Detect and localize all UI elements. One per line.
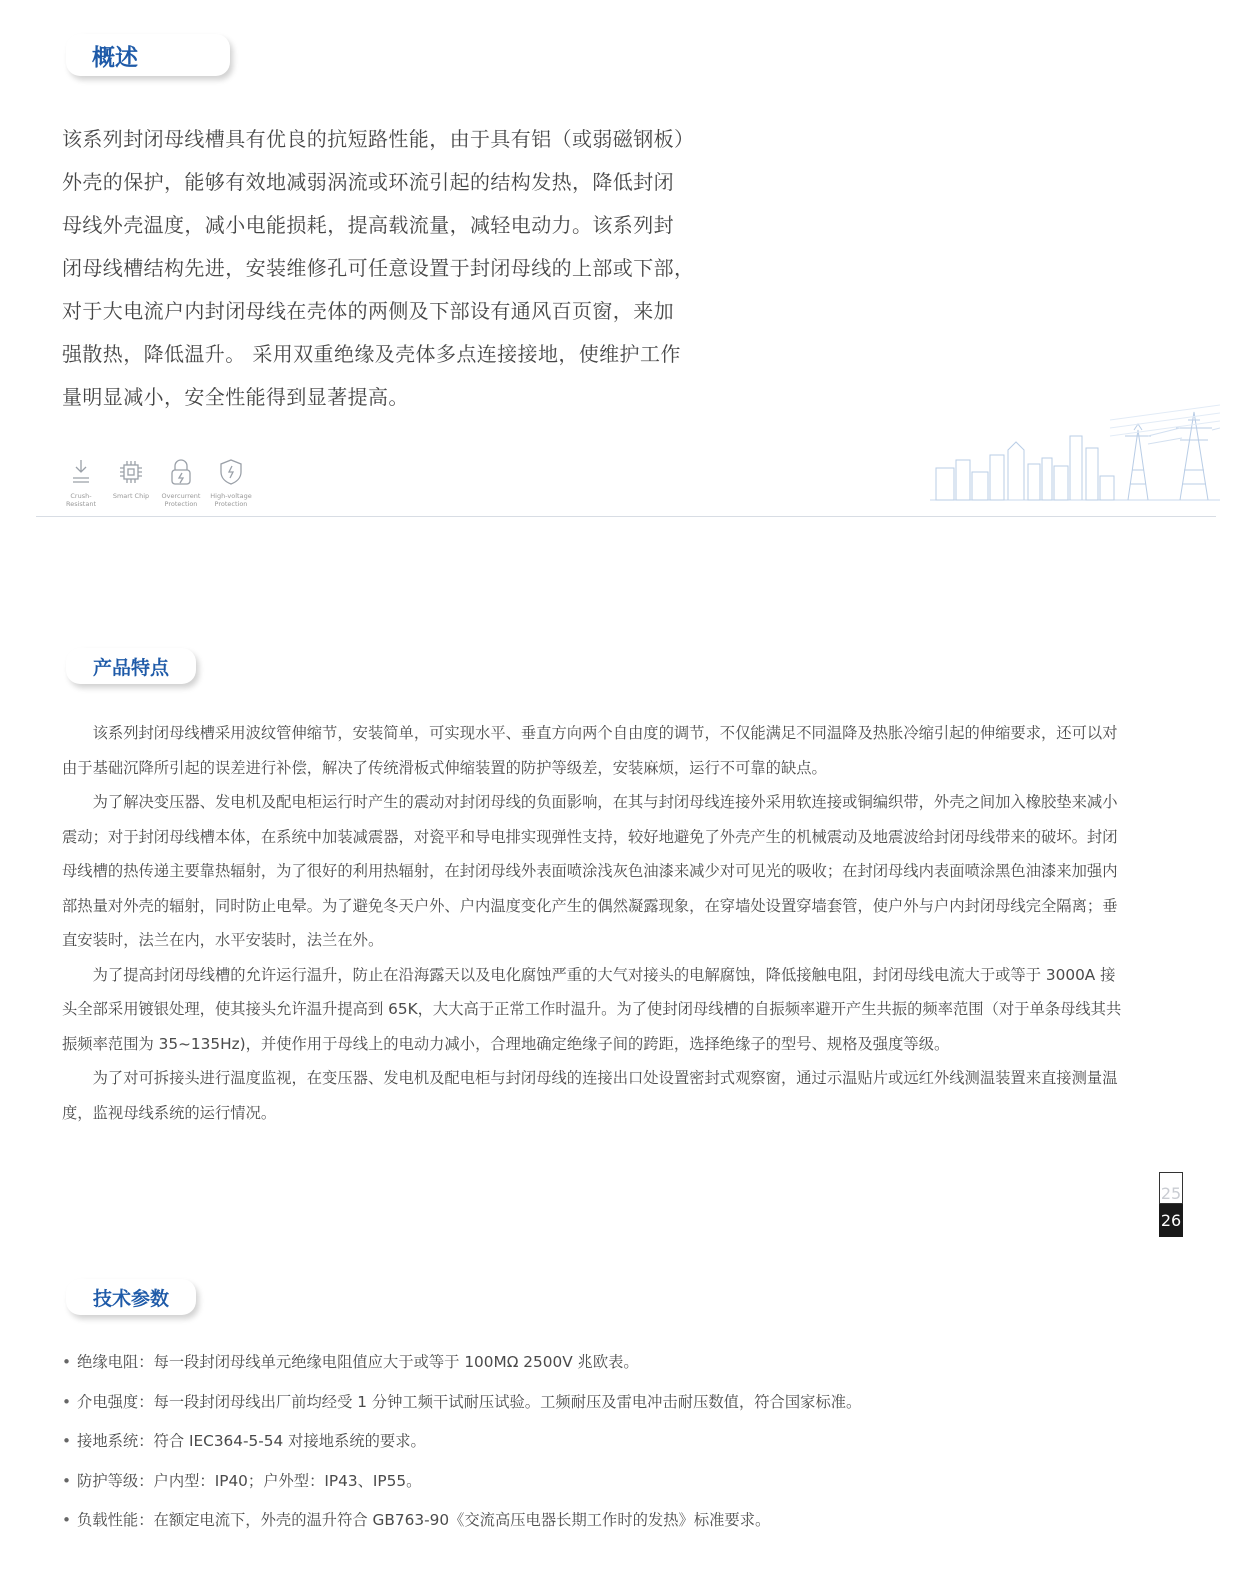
section-divider: [36, 516, 1216, 517]
high-voltage-protection-icon: [215, 456, 247, 488]
icon-label: High-voltage Protection: [210, 492, 252, 508]
feature-icons: [60, 456, 252, 508]
overview-line: 对于大电流户内封闭母线在壳体的两侧及下部设有通风百页窗，来加: [62, 299, 674, 323]
smart-chip-icon: [115, 456, 147, 488]
overview-line: 外壳的保护，能够有效地减弱涡流或环流引起的结构发热，降低封闭: [62, 170, 674, 194]
overview-text: [62, 118, 712, 419]
icon-label: Crush- Resistant: [65, 492, 96, 508]
crush-resistant-icon: [65, 456, 97, 488]
page-number: [1159, 1172, 1183, 1237]
crush-resistant-item: [60, 456, 102, 508]
overview-line: 闭母线槽结构先进，安装维修孔可任意设置于封闭母线的上部或下部，: [62, 256, 695, 280]
icon-label: Overcurrent Protection: [161, 492, 201, 508]
overview-line: 该系列封闭母线槽具有优良的抗短路性能，由于具有铝（或弱磁钢板）: [62, 127, 695, 151]
city-skyline-illustration: [930, 400, 1220, 512]
list-item: • 接地系统：符合 IEC364-5-54 对接地系统的要求。: [62, 1424, 1162, 1464]
page-number-prev: 25: [1159, 1172, 1183, 1204]
overview-line: 量明显减小，安全性能得到显著提高。: [62, 385, 409, 409]
overview-heading: 概述: [66, 34, 230, 76]
tech-heading: 技术参数: [66, 1279, 196, 1315]
overcurrent-protection-item: [160, 456, 202, 508]
icon-label: Smart Chip: [112, 492, 150, 500]
list-item: • 介电强度：每一段封闭母线出厂前均经受 1 分钟工频干试耐压试验。工频耐压及雷电冲击耐压数值，符合国家标准。: [62, 1385, 1162, 1425]
list-item: • 防护等级：户内型：IP40；户外型：IP43、IP55。: [62, 1464, 1162, 1504]
page-number-current: 26: [1159, 1204, 1183, 1237]
overcurrent-protection-icon: [165, 456, 197, 488]
features-paragraph: 为了解决变压器、发电机及配电柜运行时产生的震动对封闭母线的负面影响，在其与封闭母线连接外采用软连接或铜编织带，外壳之间加入橡胶垫来减小震动；对于封闭母线槽本体，在系统中加装减震器，对瓷平和导电排实现弹性支持，较好地避免了外壳产生的机械震动及地震波给封闭母线带来的破坏。封闭母线槽的热传递主要靠热辐射，为了很好的利用热辐射，在封闭母线外表面喷涂浅灰色油漆来减少对可见光的吸收；在封闭母线内表面喷涂黑色油漆来加强内部热量对外壳的辐射，同时防止电晕。为了避免冬天户外、户内温度变化产生的偶然凝露现象，在穿墙处设置穿墙套管，使户外与户内封闭母线完全隔离；垂直安装时，法兰在内，水平安装时，法兰在外。: [62, 793, 1118, 949]
overview-line: 强散热，降低温升。 采用双重绝缘及壳体多点连接接地，使维护工作: [62, 342, 681, 366]
overview-line: 母线外壳温度，减小电能损耗，提高载流量，减轻电动力。该系列封: [62, 213, 674, 237]
features-text: [62, 716, 1130, 1130]
tech-list: [62, 1345, 1162, 1543]
features-paragraph: 该系列封闭母线槽采用波纹管伸缩节，安装简单，可实现水平、垂直方向两个自由度的调节，不仅能满足不同温降及热胀冷缩引起的伸缩要求，还可以对由于基础沉降所引起的误差进行补偿，解决了传统滑板式伸缩装置的防护等级差，安装麻烦，运行不可靠的缺点。: [62, 724, 1118, 777]
smart-chip-item: [110, 456, 152, 508]
list-item: • 绝缘电阻：每一段封闭母线单元绝缘电阻值应大于或等于 100MΩ 2500V 兆欧表。: [62, 1345, 1162, 1385]
list-item: • 负载性能：在额定电流下，外壳的温升符合 GB763-90《交流高压电器长期工作时的发热》标准要求。: [62, 1503, 1162, 1543]
features-paragraph: 为了对可拆接头进行温度监视，在变压器、发电机及配电柜与封闭母线的连接出口处设置密封式观察窗，通过示温贴片或远红外线测温装置来直接测量温度，监视母线系统的运行情况。: [62, 1069, 1118, 1122]
features-paragraph: 为了提高封闭母线槽的允许运行温升，防止在沿海露天以及电化腐蚀严重的大气对接头的电解腐蚀，降低接触电阻，封闭母线电流大于或等于 3000A 接头全部采用镀银处理，使其接头允许温升提高到 65K，大大高于正常工作时温升。为了使封闭母线槽的自振频率避开产生共振的频率范围（对于单条母线其共振频率范围为 35~135Hz)，并使作用于母线上的电动力减小，合理地确定绝缘子间的跨距，选择绝缘子的型号、规格及强度等级。: [62, 965, 1122, 1053]
high-voltage-protection-item: [210, 456, 252, 508]
features-heading: 产品特点: [66, 648, 196, 684]
